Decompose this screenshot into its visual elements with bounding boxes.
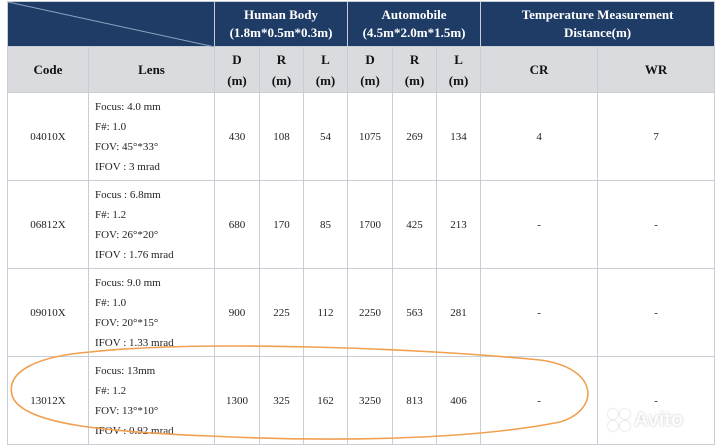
col-code: Code — [8, 47, 89, 93]
cell-code: 04010X — [8, 93, 89, 181]
lens-fnumber: F#: 1.0 — [95, 120, 127, 133]
cell-au-r: 269 — [393, 93, 437, 181]
cell-hb-r: 170 — [260, 181, 304, 269]
automobile-size: (4.5m*2.0m*1.5m) — [362, 25, 466, 40]
lens-spec-table — [7, 1, 715, 445]
col-unit: (m) — [448, 72, 469, 88]
lens-ifov: IFOV : 0.92 mrad — [95, 424, 174, 437]
cell-lens — [89, 357, 215, 445]
temp-distance-title: Distance(m) — [563, 25, 632, 40]
header-corner — [8, 2, 215, 47]
cell-wr: - — [598, 269, 715, 357]
lens-ifov: IFOV : 1.76 mrad — [95, 248, 174, 261]
cell-hb-d: 680 — [215, 181, 260, 269]
avito-logo-icon — [608, 409, 630, 431]
lens-fov: FOV: 45°*33° — [95, 140, 159, 153]
header-automobile — [348, 2, 481, 47]
col-label-r: R — [276, 51, 287, 67]
cell-au-d: 1700 — [348, 181, 393, 269]
table-row — [8, 181, 715, 269]
cell-hb-d: 900 — [215, 269, 260, 357]
cell-hb-l: 85 — [304, 181, 348, 269]
col-hb-l — [304, 47, 348, 93]
lens-fnumber: F#: 1.2 — [95, 208, 127, 221]
lens-focus: Focus: 13mm — [95, 364, 156, 377]
col-unit: (m) — [227, 72, 247, 88]
temp-measure-title: Temperature Measurement — [521, 7, 674, 22]
cell-au-d: 1075 — [348, 93, 393, 181]
cell-lens — [89, 93, 215, 181]
cell-au-r: 813 — [393, 357, 437, 445]
col-unit: (m) — [404, 72, 425, 88]
header-row-sub — [8, 47, 715, 93]
cell-au-l: 281 — [437, 269, 481, 357]
cell-cr: - — [481, 357, 598, 445]
human-body-size: (1.8m*0.5m*0.3m) — [229, 25, 333, 40]
cell-lens — [89, 269, 215, 357]
cell-au-d: 3250 — [348, 357, 393, 445]
lens-fnumber: F#: 1.0 — [95, 296, 127, 309]
col-hb-d — [215, 47, 260, 93]
lens-fov: FOV: 26°*20° — [95, 228, 159, 241]
cell-hb-d: 430 — [215, 93, 260, 181]
col-unit: (m) — [360, 72, 380, 88]
col-hb-r — [260, 47, 304, 93]
table-row — [8, 93, 715, 181]
cell-wr: - — [598, 357, 715, 445]
col-au-r — [393, 47, 437, 93]
cell-wr: 7 — [598, 93, 715, 181]
cell-cr: 4 — [481, 93, 598, 181]
lens-ifov: IFOV : 1.33 mrad — [95, 336, 174, 349]
col-lens: Lens — [89, 47, 215, 93]
cell-au-r: 563 — [393, 269, 437, 357]
lens-fov: FOV: 13°*10° — [95, 404, 159, 417]
cell-code: 13012X — [8, 357, 89, 445]
cell-hb-l: 162 — [304, 357, 348, 445]
lens-fov: FOV: 20°*15° — [95, 316, 159, 329]
lens-focus: Focus : 6.8mm — [95, 188, 161, 201]
cell-code: 09010X — [8, 269, 89, 357]
header-human-body — [215, 2, 348, 47]
col-au-d — [348, 47, 393, 93]
cell-hb-l: 112 — [304, 269, 348, 357]
cell-cr: - — [481, 181, 598, 269]
cell-hb-d: 1300 — [215, 357, 260, 445]
header-row-top — [8, 2, 715, 47]
table-row — [8, 269, 715, 357]
col-au-l — [437, 47, 481, 93]
avito-watermark — [608, 405, 708, 435]
cell-lens — [89, 181, 215, 269]
cell-code: 06812X — [8, 181, 89, 269]
cell-au-l: 134 — [437, 93, 481, 181]
cell-hb-r: 108 — [260, 93, 304, 181]
header-temp-measurement — [481, 2, 715, 47]
col-wr: WR — [598, 47, 715, 93]
cell-cr: - — [481, 269, 598, 357]
lens-ifov: IFOV : 3 mrad — [95, 160, 160, 173]
cell-au-d: 2250 — [348, 269, 393, 357]
watermark-text: Avito — [634, 408, 684, 431]
cell-hb-r: 325 — [260, 357, 304, 445]
lens-focus: Focus: 9.0 mm — [95, 276, 161, 289]
cell-wr: - — [598, 181, 715, 269]
cell-au-l: 406 — [437, 357, 481, 445]
human-body-title: Human Body — [243, 7, 319, 22]
col-cr: CR — [481, 47, 598, 93]
cell-hb-r: 225 — [260, 269, 304, 357]
corner-diagonal-line — [8, 2, 215, 47]
col-label-r: R — [409, 51, 420, 67]
cell-hb-l: 54 — [304, 93, 348, 181]
automobile-title: Automobile — [381, 7, 447, 22]
col-label-d: D — [365, 51, 375, 67]
cell-au-l: 213 — [437, 181, 481, 269]
cell-au-r: 425 — [393, 181, 437, 269]
lens-focus: Focus: 4.0 mm — [95, 100, 161, 113]
col-label-l: L — [321, 51, 330, 67]
col-label-l: L — [454, 51, 463, 67]
col-unit: (m) — [271, 72, 292, 88]
col-label-d: D — [232, 51, 242, 67]
lens-fnumber: F#: 1.2 — [95, 384, 127, 397]
col-unit: (m) — [315, 72, 336, 88]
